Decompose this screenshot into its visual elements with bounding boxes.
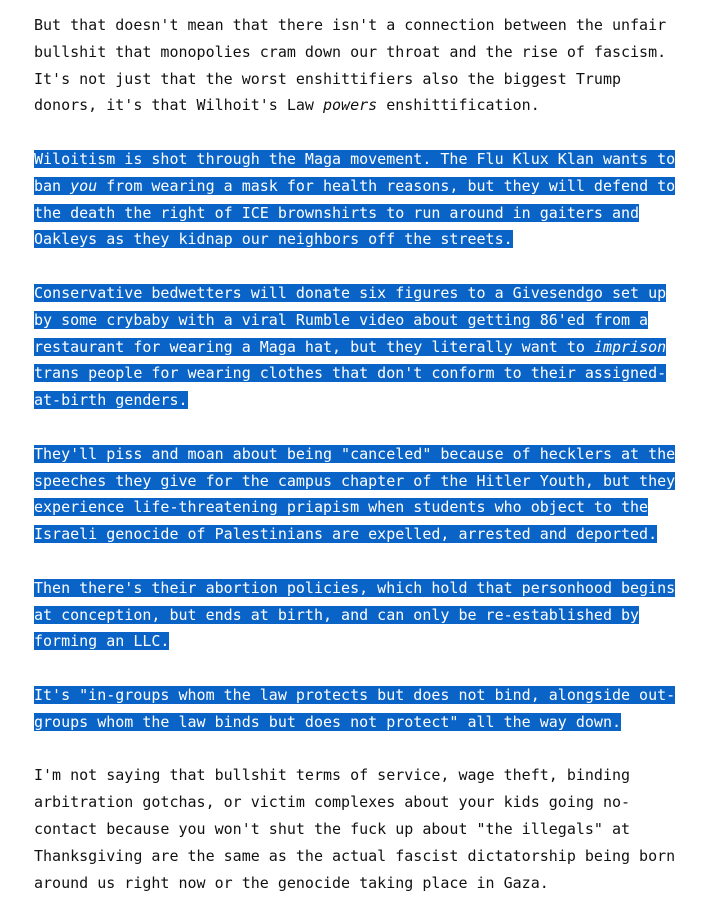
- text-run: the death the right of ICE brownshirts to run around in gaiters and: [34, 203, 640, 222]
- selection-highlight: [34, 177, 675, 195]
- text-run: trans people for wearing clothes that don't conform to their assigned-: [34, 364, 667, 383]
- text-run: Conservative bedwetters will donate six figures to a Givesendgo set up: [34, 283, 667, 302]
- text-line: [34, 789, 698, 816]
- paragraph[interactable]: [34, 762, 698, 896]
- text-run: at conception, but ends at birth, and can only be re-established by: [34, 605, 640, 624]
- text-line: [34, 66, 698, 93]
- text-line: [34, 628, 698, 655]
- text-run: by some crybaby with a viral Rumble video about getting 86'ed from a: [34, 310, 649, 329]
- text-line: [34, 575, 698, 602]
- selection-highlight: [34, 579, 675, 597]
- text-line: [34, 360, 698, 387]
- text-line: [34, 870, 698, 897]
- text-line: [34, 200, 698, 227]
- text-line: [34, 146, 698, 173]
- text-run: Oakleys as they kidnap our neighbors off the streets.: [34, 230, 513, 249]
- text-line: [34, 682, 698, 709]
- text-line: [34, 816, 698, 843]
- text-run: restaurant for wearing a Maga hat, but they literally want to: [34, 337, 594, 356]
- selected-paragraph[interactable]: [34, 280, 698, 414]
- text-line: [34, 173, 698, 200]
- text-run: They'll piss and moan about being "canceled" because of hecklers at the: [34, 444, 676, 463]
- text-line: [34, 602, 698, 629]
- text-line: [34, 226, 698, 253]
- text-run: experience life-threatening priapism when students who object to the: [34, 498, 649, 517]
- selected-paragraph[interactable]: [34, 441, 698, 548]
- text-run: around us right now or the genocide taking place in Gaza.: [34, 873, 549, 892]
- text-run: ban: [34, 176, 71, 195]
- selection-highlight: [34, 632, 169, 650]
- selection-highlight: [34, 338, 666, 356]
- text-run: forming an LLC.: [34, 632, 170, 651]
- text-line: [34, 92, 698, 119]
- selection-highlight: [34, 525, 657, 543]
- text-line: [34, 494, 698, 521]
- article-body: [34, 12, 698, 923]
- selection-highlight: [34, 686, 675, 704]
- selected-paragraph[interactable]: [34, 146, 698, 253]
- text-run: groups whom the law binds but does not protect" all the way down.: [34, 712, 621, 731]
- text-run: But that doesn't mean that there isn't a connection between the unfair: [34, 16, 667, 34]
- text-line: [34, 334, 698, 361]
- text-line: [34, 12, 698, 39]
- text-run: at-birth genders.: [34, 391, 188, 410]
- emphasis-text: imprison: [593, 337, 667, 356]
- selected-paragraph[interactable]: [34, 682, 698, 736]
- text-run: Then there's their abortion policies, which hold that personhood begins: [34, 578, 676, 597]
- text-run: bullshit that monopolies cram down our throat and the rise of fascism.: [34, 42, 667, 61]
- text-line: [34, 521, 698, 548]
- text-run: from wearing a mask for health reasons, but they will defend to: [97, 176, 676, 195]
- text-line: [34, 387, 698, 414]
- selection-highlight: [34, 445, 675, 463]
- text-line: [34, 709, 698, 736]
- text-line: [34, 843, 698, 870]
- selection-highlight: [34, 311, 648, 329]
- selection-highlight: [34, 284, 666, 302]
- selection-highlight: [34, 364, 666, 382]
- text-line: [34, 280, 698, 307]
- text-line: [34, 307, 698, 334]
- selection-highlight: [34, 230, 513, 248]
- text-run: donors, it's that Wilhoit's Law: [34, 96, 323, 115]
- selection-highlight: [34, 391, 188, 409]
- emphasis-text: you: [70, 176, 98, 195]
- text-run: Thanksgiving are the same as the actual fascist dictatorship being born: [34, 846, 676, 865]
- text-run: Israeli genocide of Palestinians are expelled, arrested and deported.: [34, 525, 658, 544]
- text-run: speeches they give for the campus chapter of the Hitler Youth, but they: [34, 471, 676, 490]
- emphasis-text: powers: [322, 96, 378, 115]
- text-line: [34, 762, 698, 789]
- selected-paragraph[interactable]: [34, 575, 698, 655]
- selection-highlight: [34, 472, 675, 490]
- text-run: contact because you won't shut the fuck up about "the illegals" at: [34, 819, 631, 838]
- text-run: enshittification.: [377, 96, 540, 115]
- selection-highlight: [34, 498, 648, 516]
- text-run: arbitration gotchas, or victim complexes about your kids going no-: [34, 793, 631, 812]
- selection-highlight: [34, 713, 621, 731]
- text-line: [34, 441, 698, 468]
- selection-highlight: [34, 150, 675, 168]
- paragraph[interactable]: [34, 12, 698, 119]
- selection-highlight: [34, 606, 639, 624]
- text-run: Wiloitism is shot through the Maga movement. The Flu Klux Klan wants to: [34, 149, 676, 168]
- text-run: It's "in-groups whom the law protects but does not bind, alongside out-: [34, 685, 676, 704]
- text-run: It's not just that the worst enshittifiers also the biggest Trump: [34, 69, 621, 88]
- selection-highlight: [34, 204, 639, 222]
- text-run: I'm not saying that bullshit terms of service, wage theft, binding: [34, 766, 631, 785]
- text-line: [34, 468, 698, 495]
- text-line: [34, 39, 698, 66]
